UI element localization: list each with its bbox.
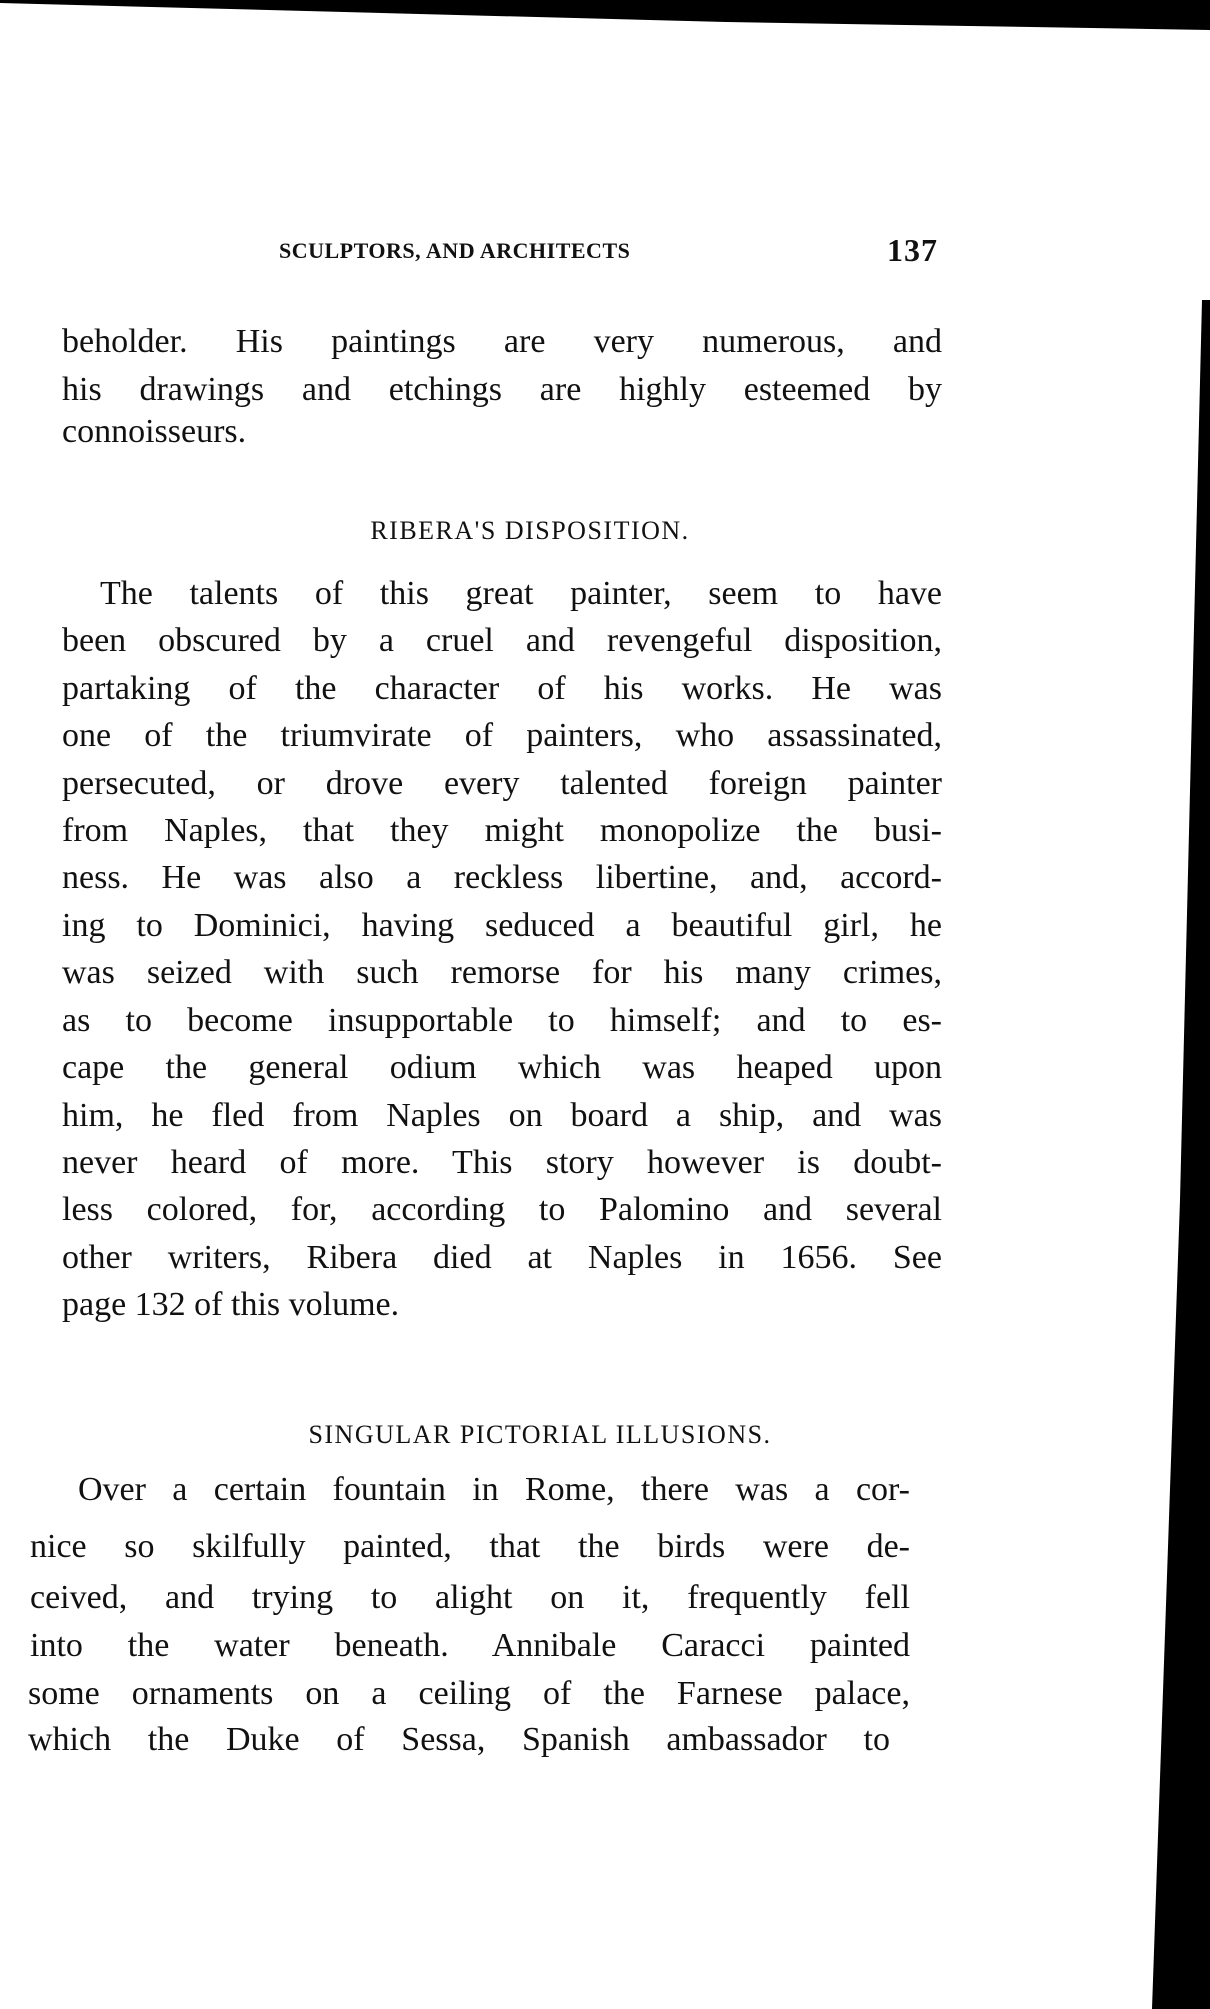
text-line: ceived, and trying to alight on it, frequently fell xyxy=(30,1579,910,1616)
text-line: some ornaments on a ceiling of the Farnese palace, xyxy=(28,1675,910,1712)
text-line: never heard of more. This story however is doubt- xyxy=(62,1144,942,1181)
text-line: The talents of this great painter, seem to have xyxy=(100,575,942,612)
section-heading-singular-pictorial-illusions: SINGULAR PICTORIAL ILLUSIONS. xyxy=(308,1420,772,1449)
text-line: him, he fled from Naples on board a ship, and was xyxy=(62,1097,942,1134)
text-line: less colored, for, according to Palomino and several xyxy=(62,1191,942,1228)
text-line: Over a certain fountain in Rome, there was a cor- xyxy=(78,1471,910,1508)
text-line: nice so skilfully painted, that the birds were de- xyxy=(30,1528,910,1565)
text-line: as to become insupportable to himself; and to es- xyxy=(62,1002,942,1039)
text-line: other writers, Ribera died at Naples in 1656. See xyxy=(62,1239,942,1276)
text-line: beholder. His paintings are very numerous, and xyxy=(62,323,942,360)
scan-border-right xyxy=(1140,0,1210,2009)
scan-border-top xyxy=(0,0,1210,34)
running-head-title: SCULPTORS, AND ARCHITECTS xyxy=(279,238,631,263)
text-line: page 132 of this volume. xyxy=(62,1286,400,1323)
text-line: into the water beneath. Annibale Caracci painted xyxy=(30,1627,910,1664)
section-heading-riberas-disposition: RIBERA'S DISPOSITION. xyxy=(370,516,690,545)
text-line: one of the triumvirate of painters, who assassinated, xyxy=(62,717,942,754)
text-line: ness. He was also a reckless libertine, and, accord- xyxy=(62,859,942,896)
text-line: connoisseurs. xyxy=(62,413,247,450)
text-line: from Naples, that they might monopolize the busi- xyxy=(62,812,942,849)
text-line: ing to Dominici, having seduced a beautiful girl, he xyxy=(62,907,942,944)
text-line: which the Duke of Sessa, Spanish ambassador to xyxy=(28,1721,890,1758)
text-line: been obscured by a cruel and revengeful disposition, xyxy=(62,622,942,659)
text-line: cape the general odium which was heaped upon xyxy=(62,1049,942,1086)
text-line: his drawings and etchings are highly esteemed by xyxy=(62,371,942,408)
text-line: partaking of the character of his works. He was xyxy=(62,670,942,707)
text-line: persecuted, or drove every talented foreign painter xyxy=(62,765,942,802)
text-line: was seized with such remorse for his many crimes, xyxy=(62,954,942,991)
page-number: 137 xyxy=(887,232,938,268)
